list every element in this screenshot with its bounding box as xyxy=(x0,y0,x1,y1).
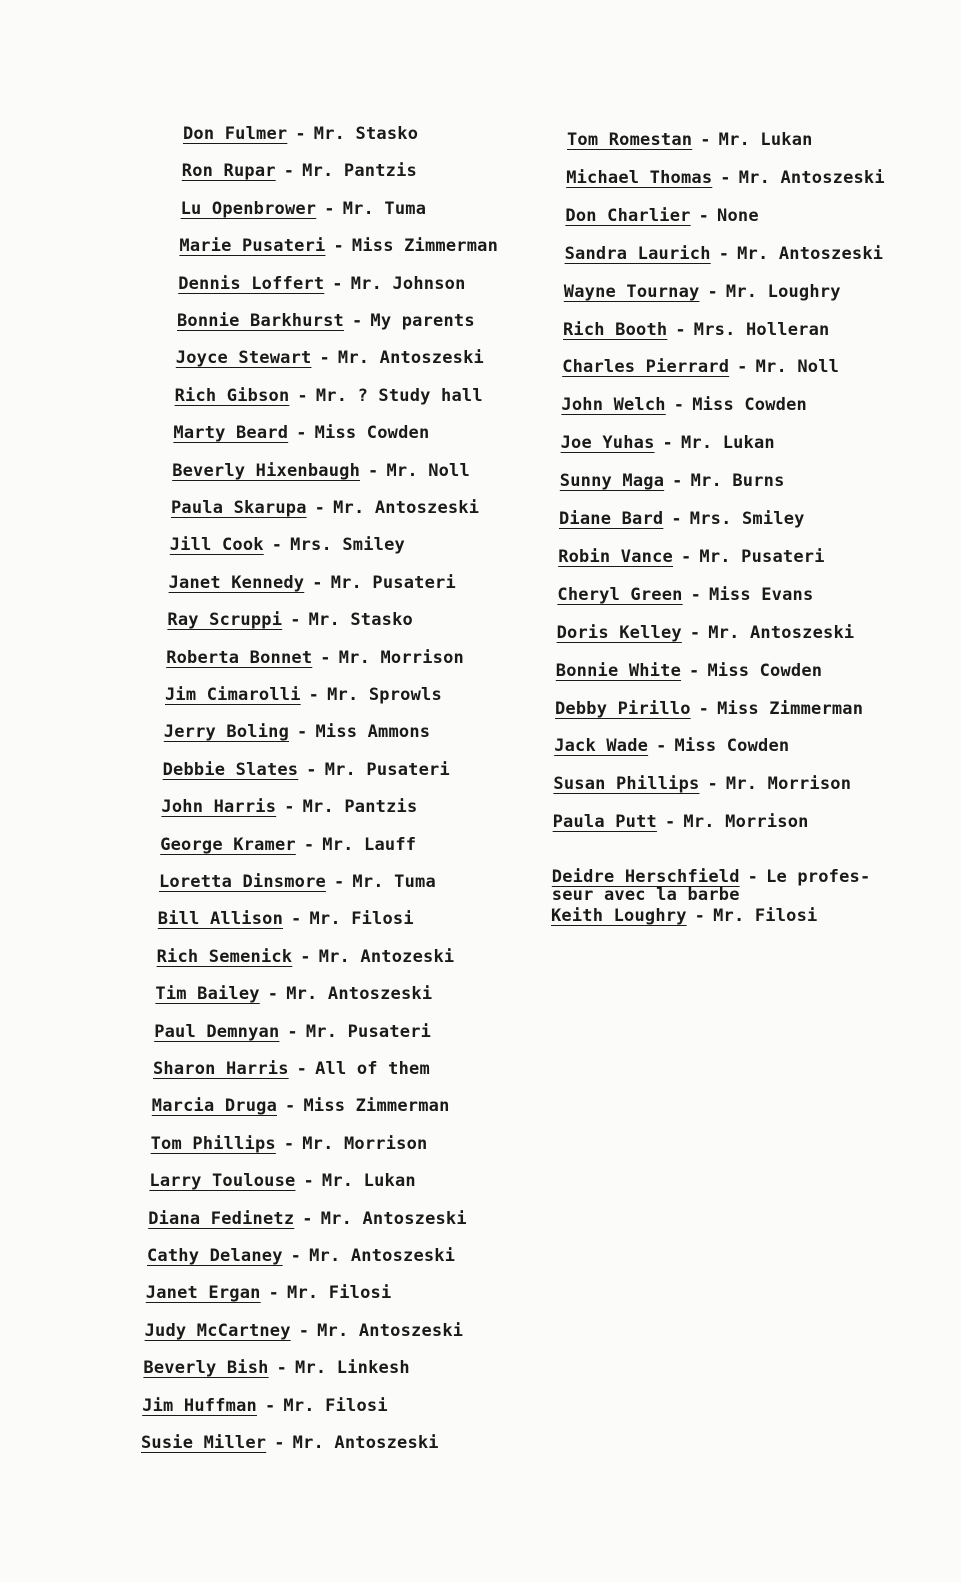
teacher-name: Mr. Morrison xyxy=(338,647,464,668)
list-item xyxy=(155,984,432,1004)
list-item xyxy=(179,236,498,256)
teacher-name: Mr. Pusateri xyxy=(330,572,456,593)
teacher-name: Mr. Tuma xyxy=(352,872,436,892)
teacher-name: Mr. Stasko xyxy=(313,124,419,144)
dash-separator: - xyxy=(333,872,345,892)
dash-separator: - xyxy=(291,909,302,930)
dash-separator: - xyxy=(264,1395,276,1416)
student-name: Marie Pusateri xyxy=(179,236,326,257)
student-name: Susan Phillips xyxy=(553,774,700,795)
teacher-name: Mr. Antoszeski xyxy=(317,1320,464,1341)
student-name: Wayne Tournay xyxy=(563,281,700,302)
dash-separator: - xyxy=(690,584,702,605)
teacher-name: Mr. Antoszeski xyxy=(292,1433,439,1453)
dash-separator: - xyxy=(698,205,710,226)
list-item xyxy=(565,244,884,264)
student-name: Jerry Boling xyxy=(163,722,290,743)
student-name: Don Fulmer xyxy=(183,124,288,144)
dash-separator: - xyxy=(332,273,343,294)
student-name: Debbie Slates xyxy=(162,759,299,780)
dash-separator: - xyxy=(324,198,335,219)
student-name: Tom Phillips xyxy=(150,1133,276,1154)
student-name: Beverly Hixenbaugh xyxy=(172,460,361,481)
teacher-name: Mr. Pusateri xyxy=(324,759,450,780)
teacher-name: All of them xyxy=(315,1059,430,1079)
list-item xyxy=(181,199,427,219)
teacher-name: Mr. ? Study hall xyxy=(315,385,483,406)
student-name: Doris Kelley xyxy=(556,622,682,643)
student-name: Rich Semenick xyxy=(156,946,293,967)
dash-separator: - xyxy=(671,509,682,529)
student-name: Sandra Laurich xyxy=(564,243,711,264)
dash-separator: - xyxy=(283,161,295,182)
student-name: Roberta Bonnet xyxy=(166,647,313,668)
teacher-name: Mr. Antoszeski xyxy=(708,622,855,643)
teacher-name: Mr. Lukan xyxy=(718,130,813,150)
list-item xyxy=(182,161,417,181)
dash-separator: - xyxy=(284,797,295,818)
student-name: Jill Cook xyxy=(169,535,264,556)
dash-separator: - xyxy=(300,946,311,967)
dash-separator: - xyxy=(689,660,700,681)
teacher-name: Mr. Johnson xyxy=(350,273,466,294)
list-item xyxy=(153,1059,430,1079)
student-name: Paula Skarupa xyxy=(171,498,307,518)
dash-separator: - xyxy=(283,1133,295,1154)
list-item xyxy=(171,498,479,518)
teacher-name: Mr. Antoszeski xyxy=(737,243,884,264)
teacher-name: Miss Ammons xyxy=(315,722,431,743)
teacher-name: Mr. Antoszeski xyxy=(286,984,433,1005)
teacher-name: Mr. Morrison xyxy=(683,812,809,833)
dash-separator: - xyxy=(700,130,711,150)
list-item xyxy=(147,1246,455,1266)
student-name: Lu Openbrower xyxy=(180,198,317,219)
dash-separator: - xyxy=(306,759,317,780)
student-name: Diane Bard xyxy=(559,509,664,529)
dash-separator: - xyxy=(718,243,730,264)
list-item xyxy=(149,1171,415,1191)
dash-separator: - xyxy=(302,1208,313,1229)
teacher-name: Mr. Antozeski xyxy=(318,946,455,967)
teacher-name: Miss Cowden xyxy=(692,395,807,416)
list-item xyxy=(561,395,807,415)
dash-separator: - xyxy=(271,535,283,556)
student-name: John Harris xyxy=(161,797,277,818)
list-item xyxy=(553,812,809,832)
list-item xyxy=(167,610,413,630)
teacher-name: Miss Cowden xyxy=(674,736,790,757)
list-item xyxy=(559,509,805,529)
dash-separator: - xyxy=(737,357,748,378)
student-name: John Welch xyxy=(561,395,666,416)
teacher-name: Mr. Stasko xyxy=(308,610,413,631)
dash-separator: - xyxy=(295,124,306,144)
list-item xyxy=(562,357,839,377)
list-item xyxy=(178,274,465,294)
student-name: Sharon Harris xyxy=(153,1059,289,1079)
dash-separator: - xyxy=(672,471,683,492)
list-item xyxy=(557,623,855,643)
teacher-name: Mrs. Smiley xyxy=(290,535,405,556)
dash-separator: - xyxy=(689,622,701,643)
dash-separator: - xyxy=(285,1096,296,1117)
teacher-name: My parents xyxy=(370,311,475,331)
list-item xyxy=(166,648,464,668)
student-name: Judy McCartney xyxy=(144,1320,291,1341)
teacher-name: Mr. Morrison xyxy=(302,1133,428,1154)
dash-separator: - xyxy=(673,395,685,416)
teacher-name: Mr. Pusateri xyxy=(305,1021,432,1042)
student-name: Don Charlier xyxy=(565,205,691,226)
teacher-name: Mr. Tuma xyxy=(342,198,427,219)
teacher-name: Mr. Filosi xyxy=(309,909,414,930)
dash-separator: - xyxy=(320,647,331,668)
list-item xyxy=(558,547,824,567)
student-name: Loretta Dinsmore xyxy=(159,872,326,892)
list-item xyxy=(152,1096,450,1116)
student-name: Robin Vance xyxy=(558,546,673,567)
teacher-name-continued: seur avec la barbe xyxy=(551,885,740,906)
teacher-name: Miss Cowden xyxy=(707,660,823,681)
student-name: Larry Toulouse xyxy=(149,1171,296,1192)
list-item xyxy=(557,585,813,605)
list-item xyxy=(172,461,470,481)
student-name: Beverly Bish xyxy=(143,1358,269,1379)
list-item xyxy=(145,1321,464,1341)
list-item xyxy=(158,909,414,929)
list-item xyxy=(183,124,418,144)
teacher-name: Mr. Antoszeski xyxy=(309,1246,456,1266)
teacher-name: Mr. Filosi xyxy=(713,906,818,926)
student-name: Janet Kennedy xyxy=(168,572,305,593)
list-item xyxy=(157,947,455,967)
list-item xyxy=(564,282,841,302)
list-item xyxy=(565,206,758,226)
dash-separator: - xyxy=(333,236,344,257)
dash-separator: - xyxy=(312,572,323,593)
teacher-name: Mrs. Holleran xyxy=(693,319,830,340)
dash-separator: - xyxy=(267,984,279,1005)
list-item xyxy=(154,1022,431,1042)
teacher-name: Mr. Antoszeski xyxy=(337,348,484,369)
list-item xyxy=(554,736,789,756)
student-name: Jim Huffman xyxy=(142,1395,257,1416)
student-name: Marty Beard xyxy=(173,423,289,444)
student-name: Ron Rupar xyxy=(181,161,276,182)
dash-separator: - xyxy=(707,281,718,302)
teacher-name: Mr. Linkesh xyxy=(295,1358,410,1379)
teacher-name: Mr. Lukan xyxy=(321,1171,416,1192)
teacher-name: Mr. Filosi xyxy=(287,1283,392,1304)
student-name: Susie Miller xyxy=(141,1433,267,1453)
list-item xyxy=(165,685,442,705)
teacher-name: Mr. Filosi xyxy=(283,1395,388,1416)
dash-separator: - xyxy=(298,1320,310,1341)
dash-separator: - xyxy=(720,167,731,188)
list-item xyxy=(169,573,456,593)
dash-separator: - xyxy=(274,1433,285,1453)
student-name: Cathy Delaney xyxy=(147,1246,283,1266)
student-name: Janet Ergan xyxy=(145,1283,261,1304)
student-name: Sunny Maga xyxy=(559,471,665,492)
list-item xyxy=(177,311,475,331)
dash-separator: - xyxy=(680,546,692,567)
list-item xyxy=(556,661,822,681)
dash-separator: - xyxy=(276,1358,288,1379)
student-name: Ray Scruppi xyxy=(167,610,283,631)
teacher-name: Mr. Pantzis xyxy=(302,161,417,182)
list-item xyxy=(141,1433,439,1453)
teacher-name: Mr. Pusateri xyxy=(699,546,825,567)
teacher-name: Mr. Lauff xyxy=(322,834,417,855)
list-item xyxy=(561,433,775,453)
teacher-name: Mr. Morrison xyxy=(725,774,852,795)
teacher-name: Miss Zimmerman xyxy=(717,698,864,719)
list-item xyxy=(163,760,450,780)
student-name: Debby Pirillo xyxy=(555,698,691,719)
list-item xyxy=(151,1134,428,1154)
list-item xyxy=(551,906,817,926)
dash-separator: - xyxy=(664,812,676,833)
dash-separator: - xyxy=(303,834,315,855)
teacher-name: Miss Zimmerman xyxy=(351,236,499,257)
teacher-name: Mr. Antoszeski xyxy=(320,1208,467,1229)
list-item xyxy=(552,868,871,904)
student-name: Paula Putt xyxy=(552,812,657,833)
student-name: Bonnie Barkhurst xyxy=(177,311,344,331)
dash-separator: - xyxy=(287,1021,298,1042)
dash-separator: - xyxy=(656,736,667,757)
student-name: Charles Pierrard xyxy=(562,357,730,378)
dash-separator: - xyxy=(368,460,379,481)
dash-separator: - xyxy=(268,1283,280,1304)
student-name: Joe Yuhas xyxy=(560,433,655,454)
teacher-name: None xyxy=(717,205,759,226)
teacher-name: Mr. Burns xyxy=(690,471,785,492)
dash-separator: - xyxy=(303,1171,314,1192)
teacher-name: Mr. Lukan xyxy=(680,433,775,454)
student-name: Diana Fedinetz xyxy=(148,1208,295,1229)
dash-separator: - xyxy=(290,1246,302,1266)
teacher-name: Mr. Loughry xyxy=(725,281,841,302)
student-name: Michael Thomas xyxy=(566,167,713,188)
teacher-name: Miss Cowden xyxy=(314,423,430,444)
list-item xyxy=(142,1396,388,1416)
dash-separator: - xyxy=(694,906,706,926)
list-item xyxy=(159,872,436,892)
list-item xyxy=(146,1283,392,1303)
list-item xyxy=(566,168,885,188)
student-name: Tom Romestan xyxy=(567,130,693,150)
student-name: Dennis Loffert xyxy=(178,273,325,294)
list-item xyxy=(563,320,829,340)
student-name: Jack Wade xyxy=(554,736,649,757)
dash-separator: - xyxy=(314,498,326,518)
list-item xyxy=(148,1209,467,1229)
teacher-name: Miss Zimmerman xyxy=(303,1096,450,1117)
teacher-name: Mrs. Smiley xyxy=(689,509,805,529)
teacher-name: Miss Evans xyxy=(709,584,814,605)
dash-separator: - xyxy=(351,311,363,331)
teacher-name: Mr. Pantzis xyxy=(302,797,418,818)
student-name: Tim Bailey xyxy=(155,984,260,1005)
dash-separator: - xyxy=(662,433,673,454)
list-item xyxy=(560,471,785,491)
dash-separator: - xyxy=(698,698,710,719)
student-name: Jim Cimarolli xyxy=(165,685,301,705)
student-name: Cheryl Green xyxy=(557,584,683,605)
student-name: George Kramer xyxy=(160,834,296,855)
teacher-name: Mr. Antoszeski xyxy=(333,498,480,518)
list-item xyxy=(160,835,416,855)
list-item xyxy=(553,774,851,794)
teacher-name: Le profes- xyxy=(766,867,871,888)
dash-separator: - xyxy=(707,774,718,795)
dash-separator: - xyxy=(308,685,320,705)
teacher-name: Mr. Noll xyxy=(386,460,470,481)
dash-separator: - xyxy=(297,722,308,743)
student-name: Rich Booth xyxy=(563,319,668,340)
student-name: Keith Loughry xyxy=(551,906,687,926)
list-item xyxy=(170,535,405,555)
list-item xyxy=(567,130,813,150)
teacher-name: Mr. Antoszeski xyxy=(738,167,885,188)
student-name: Marcia Druga xyxy=(151,1096,278,1117)
list-item xyxy=(161,797,417,817)
dash-separator: - xyxy=(290,610,301,631)
list-item xyxy=(143,1358,409,1378)
student-name: Paul Demnyan xyxy=(154,1021,280,1042)
student-name: Joyce Stewart xyxy=(175,348,312,369)
dash-separator: - xyxy=(296,1059,308,1079)
dash-separator: - xyxy=(296,423,307,444)
student-name: Rich Gibson xyxy=(174,385,290,406)
dash-separator: - xyxy=(297,385,308,406)
student-name: Bill Allison xyxy=(157,909,284,930)
list-item xyxy=(175,386,483,406)
list-item xyxy=(176,348,484,368)
list-item xyxy=(173,423,429,443)
teacher-name: Mr. Sprowls xyxy=(327,685,442,705)
student-name: Bonnie White xyxy=(555,660,682,681)
dash-separator: - xyxy=(319,348,330,369)
dash-separator: - xyxy=(675,319,686,340)
student-name: Deidre Herschfield xyxy=(551,867,740,888)
dash-separator: - xyxy=(747,867,759,888)
teacher-name: Mr. Noll xyxy=(755,357,840,378)
list-item xyxy=(164,722,430,742)
list-item xyxy=(555,699,863,719)
